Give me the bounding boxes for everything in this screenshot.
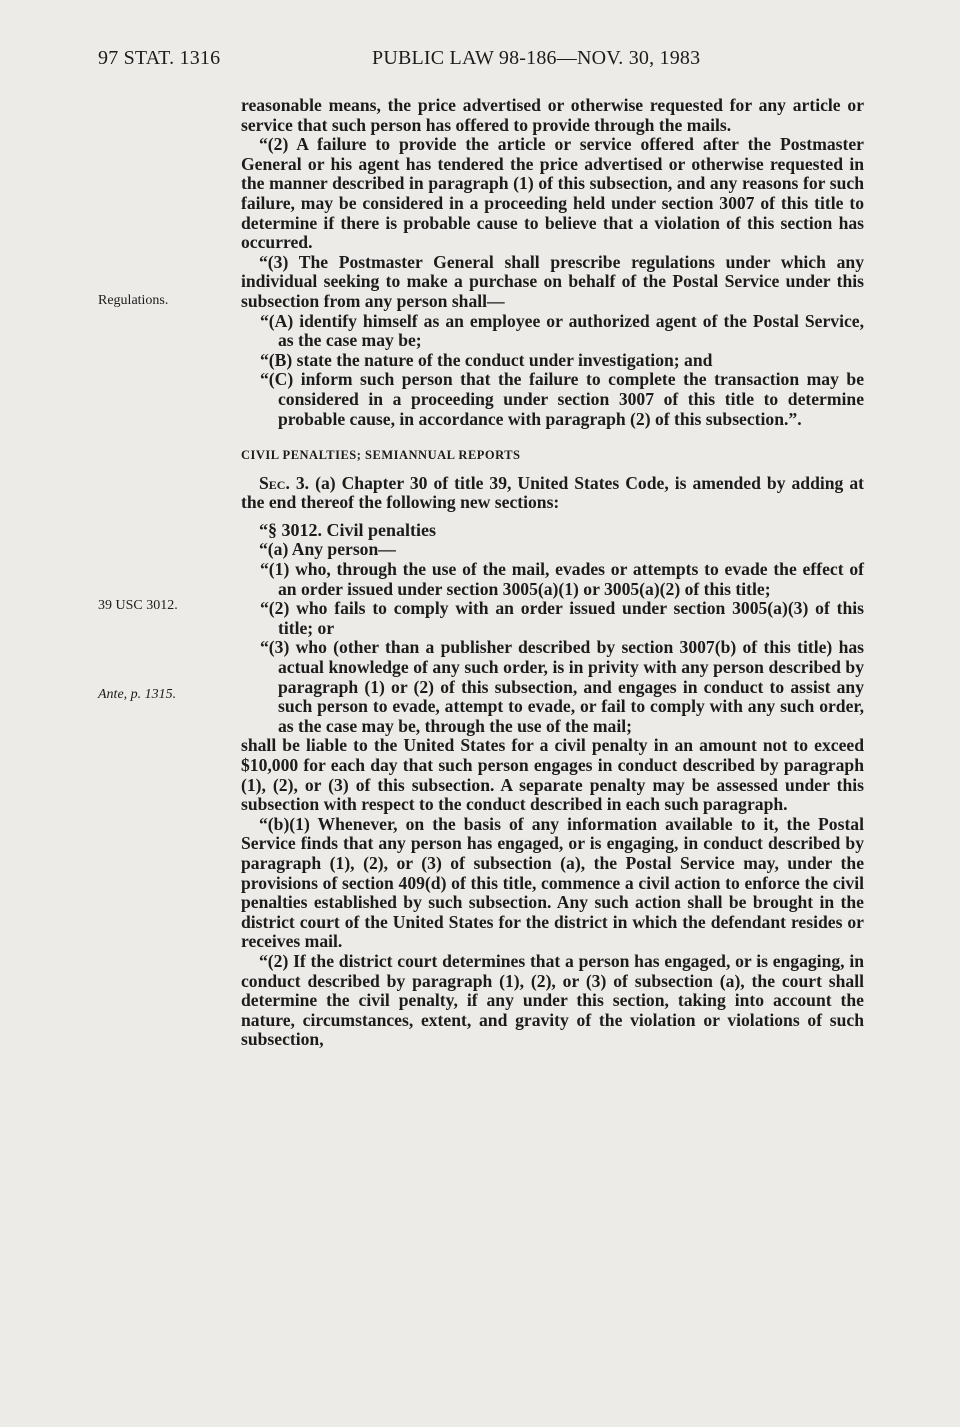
paragraph-continuation: reasonable means, the price advertised or otherwise requested for any article or service that such person has offered to provide through the mails.: [241, 95, 864, 135]
section-3-text: 3. (a) Chapter 30 of title 39, United States Code, is amended by adding at the end thereof the following new sections:: [241, 472, 864, 513]
subparagraph-c: “(C) inform such person that the failure to complete the transaction may be considered in a proceeding under section 3007 of this title to determine probable cause, in accordance with paragraph (2) of this subsection.”.: [260, 369, 864, 429]
paragraph-2: “(2) A failure to provide the article or service offered after the Postmaster General or his agent has tendered the price advertised or otherwise requested in the manner described in paragraph (1) of this subsection, and any reasons for such failure, may be considered in a proceeding held under section 3007 of this title to determine if there is probable cause to believe that a violation of this section has occurred.: [241, 134, 864, 253]
subsection-a-3: “(3) who (other than a publisher described by section 3007(b) of this title) has actual knowledge of any such order, is in privity with any person described by paragraph (1) or (2) of this subsection, and engages in conduct to assist any such person to evade, attempt to evade, or fail to comply with any such order, as the case may be, through the use of the mail;: [260, 637, 864, 736]
subsection-a-2: “(2) who fails to comply with an order issued under section 3005(a)(3) of this title; or: [260, 598, 864, 638]
section-3-intro: [241, 474, 864, 513]
statute-text: [241, 96, 864, 1050]
margin-note-usc: 39 USC 3012.: [98, 598, 178, 613]
margin-note-ante: Ante, p. 1315.: [98, 687, 177, 702]
subparagraph-a: “(A) identify himself as an employee or authorized agent of the Postal Service, as the case may be;: [260, 310, 864, 351]
section-label: Sec.: [259, 472, 290, 493]
subsection-a-1: “(1) who, through the use of the mail, evades or attempts to evade the effect of an order issued under section 3005(a)(1) or 3005(a)(2) of this title;: [260, 559, 864, 599]
subsection-b-1: “(b)(1) Whenever, on the basis of any information available to it, the Postal Service finds that any person has engaged, or is engaging, in conduct described by paragraph (1), (2), or (3) of subsection (a), the Postal Service may, under the provisions of section 409(d) of this title, commence a civil action to enforce the civil penalties established by such subsection. Any such action shall be brought in the district court of the United States for the district in which the defendant resides or receives mail.: [241, 813, 864, 952]
subsection-a-intro: “(a) Any person—: [259, 539, 396, 560]
section-heading: CIVIL PENALTIES; SEMIANNUAL REPORTS: [241, 448, 521, 463]
subparagraph-b: “(B) state the nature of the conduct under investigation; and: [260, 349, 713, 370]
subsection-a-tail: shall be liable to the United States for a civil penalty in an amount not to exceed $10,000 for each day that such person engages in conduct described by paragraph (1), (2), or (3) of this subsection. A separate penalty may be assessed under this subsection with respect to the conduct described in each such paragraph.: [241, 735, 864, 815]
subsection-b-2: “(2) If the district court determines that a person has engaged, or is engaging, in conduct described by paragraph (1), (2), or (3) of subsection (a), the court shall determine the civil penalty, if any under this section, taking into account the nature, circumstances, extent, and gravity of the violation or violations of such subsection,: [241, 950, 864, 1050]
margin-note-regulations: Regulations.: [98, 293, 169, 308]
paragraph-3: “(3) The Postmaster General shall prescribe regulations under which any individual seeking to make a purchase on behalf of the Postal Service under this subsection from any person shall—: [241, 251, 864, 311]
running-title: PUBLIC LAW 98-186—NOV. 30, 1983: [372, 47, 701, 69]
page-number-stat: 97 STAT. 1316: [98, 47, 221, 69]
section-3012-title: “§ 3012. Civil penalties: [259, 519, 437, 540]
